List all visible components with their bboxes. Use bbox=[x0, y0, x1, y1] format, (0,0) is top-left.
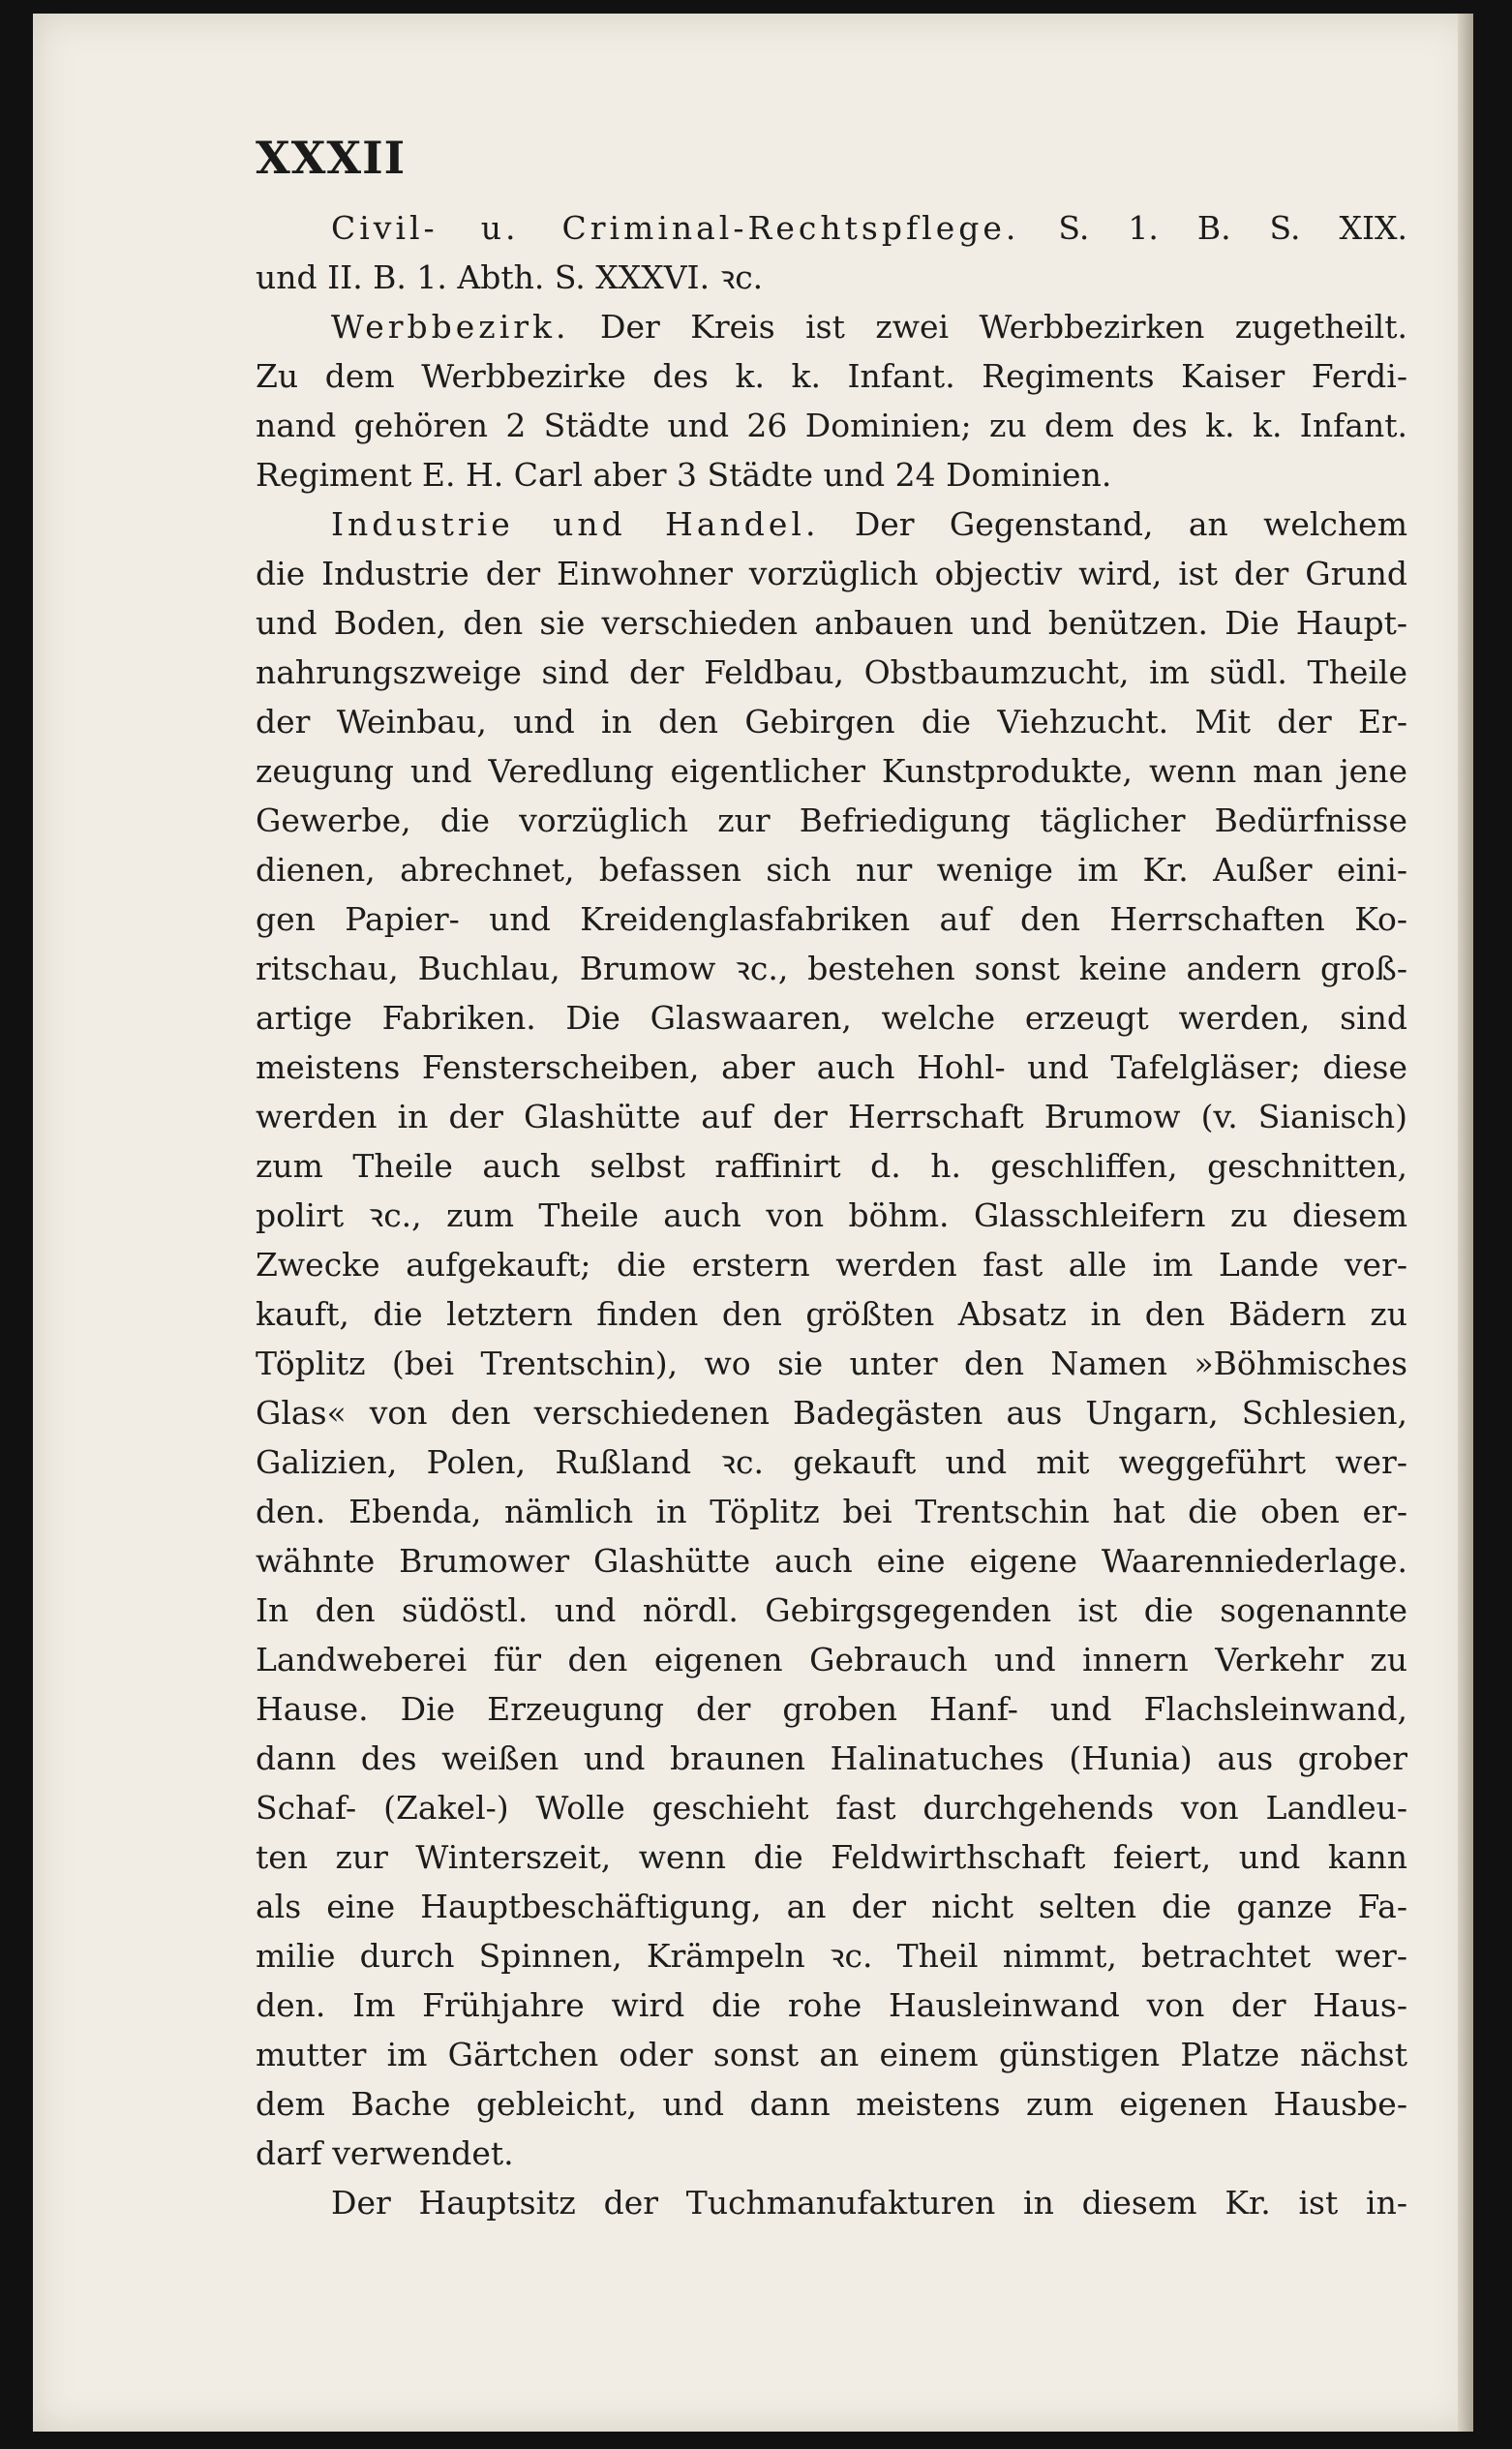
text-line bbox=[256, 351, 1407, 401]
line-text: gen Papier- und Kreidenglasfabriken auf den Herrschaften Ko- bbox=[256, 900, 1407, 938]
text-line bbox=[256, 1092, 1407, 1141]
line-text: meistens Fensterscheiben, aber auch Hohl- und Tafelgläser; diese bbox=[256, 1048, 1407, 1086]
line-text: Zwecke aufgekauft; die erstern werden fast alle im Lande ver- bbox=[256, 1246, 1407, 1284]
line-text: mutter im Gärtchen oder sonst an einem günstigen Platze nächst bbox=[256, 2036, 1407, 2073]
line-text: ritschau, Buchlau, Brumow ꝛc., bestehen sonst keine andern groß- bbox=[256, 950, 1407, 987]
line-text: artige Fabriken. Die Glaswaaren, welche erzeugt werden, sind bbox=[256, 999, 1407, 1037]
text-line bbox=[256, 1882, 1407, 1931]
text-line bbox=[256, 1734, 1407, 1783]
text-line bbox=[256, 746, 1407, 796]
line-text: und II. B. 1. Abth. S. XXXVI. ꝛc. bbox=[256, 258, 764, 296]
text-line bbox=[256, 1339, 1407, 1388]
line-text: den. Ebenda, nämlich in Töplitz bei Trentschin hat die oben er- bbox=[256, 1493, 1407, 1530]
text-line bbox=[256, 1980, 1407, 2030]
line-text: polirt ꝛc., zum Theile auch von böhm. Glasschleifern zu diesem bbox=[256, 1196, 1407, 1234]
text-line bbox=[256, 1586, 1407, 1635]
text-line bbox=[256, 499, 1407, 549]
text-line bbox=[256, 1487, 1407, 1536]
page-edge-shadow bbox=[1458, 14, 1473, 2432]
line-text: wähnte Brumower Glashütte auch eine eigene Waarenniederlage. bbox=[256, 1542, 1407, 1580]
text-line bbox=[256, 450, 1407, 499]
line-text: Glas« von den verschiedenen Badegästen aus Ungarn, Schlesien, bbox=[256, 1394, 1407, 1432]
text-line bbox=[256, 648, 1407, 697]
line-text: ten zur Winterszeit, wenn die Feldwirthschaft feiert, und kann bbox=[256, 1838, 1407, 1876]
text-line bbox=[256, 1141, 1407, 1191]
line-text: der Weinbau, und in den Gebirgen die Viehzucht. Mit der Er- bbox=[256, 703, 1407, 741]
text-line bbox=[256, 845, 1407, 894]
line-text: dienen, abrechnet, befassen sich nur wenige im Kr. Außer eini- bbox=[256, 851, 1407, 889]
text-line bbox=[256, 1437, 1407, 1487]
text-line bbox=[256, 894, 1407, 944]
text-line bbox=[256, 1832, 1407, 1882]
section-heading: Civil- u. Criminal-Rechtspflege. bbox=[331, 209, 1020, 247]
page-number: XXXII bbox=[256, 132, 407, 184]
text-line bbox=[256, 796, 1407, 845]
text-line bbox=[256, 1635, 1407, 1684]
line-text: dem Bache gebleicht, und dann meistens zum eigenen Hausbe- bbox=[256, 2085, 1407, 2123]
text-line bbox=[256, 1191, 1407, 1240]
line-text: milie durch Spinnen, Krämpeln ꝛc. Theil nimmt, betrachtet wer- bbox=[256, 1937, 1407, 1975]
body-text bbox=[256, 203, 1407, 2227]
text-line bbox=[256, 549, 1407, 598]
line-text: nand gehören 2 Städte und 26 Dominien; zu dem des k. k. Infant. bbox=[256, 407, 1407, 444]
line-text: darf verwendet. bbox=[256, 2134, 514, 2172]
line-text: In den südöstl. und nördl. Gebirgsgegenden ist die sogenannte bbox=[256, 1591, 1407, 1629]
line-text: Hause. Die Erzeugung der groben Hanf- und Flachsleinwand, bbox=[256, 1690, 1407, 1728]
text-line bbox=[256, 2079, 1407, 2129]
text-line bbox=[256, 1536, 1407, 1586]
text-line bbox=[256, 302, 1407, 351]
text-line bbox=[256, 1783, 1407, 1832]
text-line bbox=[256, 2178, 1407, 2227]
line-text: nahrungszweige sind der Feldbau, Obstbaumzucht, im südl. Theile bbox=[256, 653, 1407, 691]
text-line bbox=[256, 2030, 1407, 2079]
text-line bbox=[256, 1289, 1407, 1339]
line-text: Der Gegenstand, an welchem bbox=[819, 505, 1407, 543]
text-line bbox=[256, 598, 1407, 648]
line-text: Der Kreis ist zwei Werbbezirken zugetheilt. bbox=[569, 308, 1407, 346]
book-page bbox=[33, 14, 1473, 2432]
text-line bbox=[256, 944, 1407, 993]
line-text: Gewerbe, die vorzüglich zur Befriedigung täglicher Bedürfnisse bbox=[256, 801, 1407, 839]
line-text: und Boden, den sie verschieden anbauen und benützen. Die Haupt- bbox=[256, 604, 1407, 642]
text-line bbox=[256, 2129, 1407, 2178]
text-line bbox=[256, 697, 1407, 746]
text-line bbox=[256, 203, 1407, 253]
line-text: werden in der Glashütte auf der Herrschaft Brumow (v. Sianisch) bbox=[256, 1098, 1407, 1135]
line-text: dann des weißen und braunen Halinatuches (Hunia) aus grober bbox=[256, 1739, 1407, 1777]
line-text: zeugung und Veredlung eigentlicher Kunstprodukte, wenn man jene bbox=[256, 752, 1407, 790]
line-text: Landweberei für den eigenen Gebrauch und innern Verkehr zu bbox=[256, 1641, 1407, 1678]
text-line bbox=[256, 253, 1407, 302]
line-text: zum Theile auch selbst raffinirt d. h. geschliffen, geschnitten, bbox=[256, 1147, 1407, 1185]
section-heading: Industrie und Handel. bbox=[331, 505, 820, 543]
text-line bbox=[256, 1388, 1407, 1437]
line-text: Der Hauptsitz der Tuchmanufakturen in diesem Kr. ist in- bbox=[331, 2184, 1407, 2222]
line-text: den. Im Frühjahre wird die rohe Hausleinwand von der Haus- bbox=[256, 1986, 1407, 2024]
text-line bbox=[256, 1240, 1407, 1289]
line-text: als eine Hauptbeschäftigung, an der nicht selten die ganze Fa- bbox=[256, 1888, 1407, 1925]
line-text: die Industrie der Einwohner vorzüglich objectiv wird, ist der Grund bbox=[256, 555, 1407, 592]
section-heading: Werbbezirk. bbox=[331, 308, 570, 346]
text-line bbox=[256, 993, 1407, 1043]
text-line bbox=[256, 1931, 1407, 1980]
text-line bbox=[256, 1684, 1407, 1734]
line-text: Galizien, Polen, Rußland ꝛc. gekauft und mit weggeführt wer- bbox=[256, 1443, 1407, 1481]
line-text: S. 1. B. S. XIX. bbox=[1019, 209, 1407, 247]
line-text: Schaf- (Zakel-) Wolle geschieht fast durchgehends von Landleu- bbox=[256, 1789, 1407, 1827]
line-text: kauft, die letztern finden den größten Absatz in den Bädern zu bbox=[256, 1295, 1407, 1333]
line-text: Regiment E. H. Carl aber 3 Städte und 24 Dominien. bbox=[256, 456, 1112, 494]
text-line bbox=[256, 1043, 1407, 1092]
line-text: Töplitz (bei Trentschin), wo sie unter den Namen »Böhmisches bbox=[256, 1345, 1407, 1382]
text-line bbox=[256, 401, 1407, 450]
line-text: Zu dem Werbbezirke des k. k. Infant. Regiments Kaiser Ferdi- bbox=[256, 357, 1407, 395]
